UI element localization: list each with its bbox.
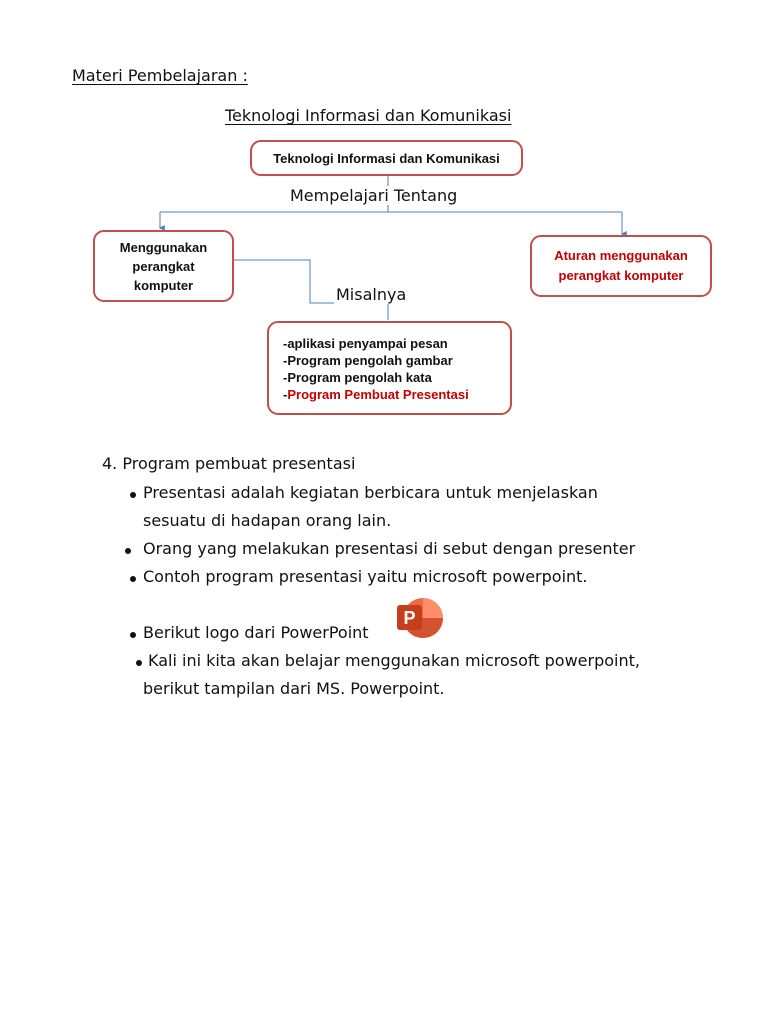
powerpoint-logo-letter: P (403, 608, 416, 628)
example-highlight: Program Pembuat Presentasi (287, 387, 469, 402)
bullet-dot (136, 660, 142, 666)
right-node (530, 235, 712, 297)
root-node-label: Teknologi Informasi dan Komunikasi (273, 150, 500, 166)
section-number: 4. (102, 454, 118, 473)
powerpoint-logo-icon (396, 596, 448, 642)
left-node (93, 230, 234, 302)
bullet-dot (125, 548, 131, 554)
bullet-text-continued: sesuatu di hadapan orang lain. (143, 511, 392, 530)
bullet-text: Kali ini kita akan belajar menggunakan microsoft powerpoint, (148, 651, 640, 670)
bullet-text: Berikut logo dari PowerPoint (143, 623, 369, 642)
left-node-line: Menggunakan (119, 239, 208, 255)
root-node (250, 140, 523, 176)
bullet-text: Orang yang melakukan presentasi di sebut dengan presenter (143, 539, 636, 558)
bullet-dot (130, 576, 136, 582)
example-item: -Program pengolah gambar (283, 353, 453, 368)
page-heading: Materi Pembelajaran : (72, 66, 248, 85)
section-heading (102, 452, 355, 476)
bullet-dot (130, 632, 136, 638)
example-item: -aplikasi penyampai pesan (283, 336, 448, 351)
right-node-line: perangkat komputer (558, 268, 684, 283)
examples-node (267, 321, 512, 415)
example-item: -Program pengolah kata (283, 370, 432, 385)
left-node-line: komputer (133, 277, 194, 293)
edge-label-misalnya: Misalnya (336, 285, 407, 304)
left-node-line: perangkat (132, 258, 195, 274)
bullet-text: Presentasi adalah kegiatan berbicara untuk menjelaskan (143, 483, 598, 502)
right-node-line: Aturan menggunakan (554, 248, 688, 263)
bullet-text-continued: berikut tampilan dari MS. Powerpoint. (143, 679, 445, 698)
section-title: Program pembuat presentasi (122, 454, 356, 473)
diagram-title: Teknologi Informasi dan Komunikasi (225, 106, 512, 125)
example-item: -Program Pembuat Presentasi (283, 387, 469, 402)
bullet-text: Contoh program presentasi yaitu microsoft powerpoint. (143, 567, 588, 586)
edge-label-mempelajari: Mempelajari Tentang (290, 186, 458, 205)
bullet-dot (130, 492, 136, 498)
